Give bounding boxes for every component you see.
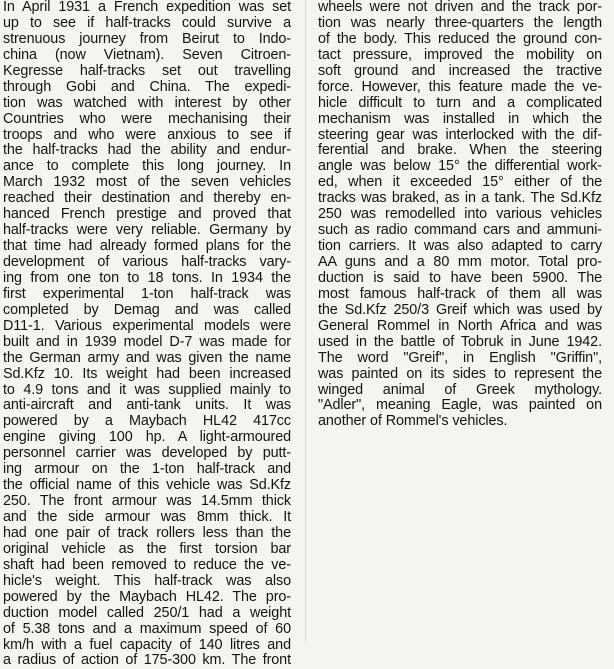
left-column-line: ing armour on the 1-ton half-track and — [3, 461, 291, 478]
right-column-line: winged animal of Greek mythology. — [318, 381, 602, 398]
left-column-line: duction model called 250/1 had a weight — [3, 604, 291, 621]
left-column-line: hicle's weight. This half-track was also — [3, 572, 291, 589]
right-column-line: duction is said to have been 5900. The — [318, 269, 602, 286]
left-column-line: half-tracks were very reliable. Germany by — [3, 222, 291, 239]
left-column-line: to 4.9 tons and it was supplied mainly to — [3, 381, 291, 398]
left-column-line: D11-1. Various experimental models were — [3, 317, 291, 334]
right-column-line: The word "Greif", in English "Griffin", — [318, 349, 602, 366]
right-column-line: AA guns and a 80 mm motor. Total pro- — [318, 254, 602, 270]
left-column-line: km/h with a fuel capacity of 140 litres and — [3, 636, 291, 653]
left-column-line: shaft had been removed to reduce the ve- — [3, 556, 291, 573]
left-column-line: through Gobi and China. The expedi- — [3, 78, 291, 95]
right-column-line: General Rommel in North Africa and was — [318, 317, 602, 334]
left-column-line: original vehicle as the first torsion bar — [3, 540, 291, 557]
right-column-line: tact pressure, improved the mobility on — [318, 46, 602, 63]
right-text-column — [318, 0, 602, 430]
left-column-line: and the side armour was 8mm thick. It — [3, 509, 291, 525]
right-column-line: such as radio command cars and ammuni- — [318, 222, 602, 239]
right-column-line: of the body. This reduced the ground con- — [318, 30, 602, 47]
right-column-line: used in the battle of Tobruk in June 1942. — [318, 333, 602, 350]
left-text-column — [3, 0, 291, 669]
left-column-line: strenuous journey from Beirut to Indo- — [3, 30, 291, 47]
left-column-line: powered by the Maybach HL42. The pro- — [3, 588, 291, 605]
right-column-line: hicle difficult to turn and a complicated — [318, 94, 602, 111]
right-column-line: the Sd.Kfz 250/3 Greif which was used by — [318, 301, 602, 318]
column-gutter — [305, 0, 306, 642]
left-column-line: anti-aircraft and anti-tank units. It was — [3, 397, 291, 414]
right-column-line: force. However, this feature made the ve- — [318, 78, 602, 95]
right-column-line: ferential and brake. When the steering — [318, 142, 602, 159]
left-column-line: tion was watched with interest by other — [3, 94, 291, 111]
left-column-line: completed by Demag and was called — [3, 301, 291, 318]
left-column-line: engine giving 100 hp. A light-armoured — [3, 429, 291, 446]
right-column-line: another of Rommel's vehicles. — [318, 413, 508, 430]
left-column-line: the German army and was given the name — [3, 349, 291, 366]
left-column-line: the official name of this vehicle was Sd.Kfz — [3, 477, 291, 494]
left-column-line: In April 1931 a French expedition was set — [3, 0, 291, 15]
left-column-line: personnel carrier was developed by putt- — [3, 445, 291, 462]
right-column-line: ed, when it exceeded 15° either of the — [318, 174, 602, 191]
left-column-line: that time had already formed plans for the — [3, 238, 291, 255]
left-column-line: March 1932 most of the seven vehicles — [3, 174, 291, 191]
right-column-line: wheels were not driven and the track por- — [318, 0, 602, 15]
left-column-line: powered by a Maybach HL42 417cc — [3, 413, 291, 430]
left-column-line: first experimental 1-ton half-track was — [3, 285, 291, 302]
left-column-line: ance to complete this long journey. In — [3, 158, 291, 175]
left-column-line: china (now Vietnam). Seven Citroen- — [3, 46, 291, 63]
right-column-line: tracks was braked, as in a tank. The Sd.Kfz — [318, 190, 602, 207]
right-column-line: most famous half-track of them all was — [318, 285, 602, 302]
left-column-line: Sd.Kfz 10. Its weight had been increased — [3, 365, 291, 382]
right-column-line: was painted on its sides to represent the — [318, 365, 602, 382]
left-column-line: troops and who were anxious to see if — [3, 126, 291, 143]
left-column-line: built and in 1939 model D-7 was made for — [3, 333, 291, 350]
right-column-line: mechanism was installed in which the — [318, 110, 602, 127]
left-column-line: had one pair of track rollers less than the — [3, 524, 291, 541]
left-column-line: development of various half-tracks vary- — [3, 254, 291, 270]
right-column-line: tion carriers. It was also adapted to carry — [318, 238, 602, 255]
left-column-line: the half-tracks had the ability and endur- — [3, 142, 291, 159]
left-column-line: reached their destination and thereby en- — [3, 190, 291, 207]
left-column-line: up to see if half-tracks could survive a — [3, 14, 291, 31]
right-column-line: steering gear was interlocked with the dif- — [318, 126, 602, 143]
right-column-line: "Adler", meaning Eagle, was painted on — [318, 397, 602, 414]
left-column-line: a radius of action of 175-300 km. The front — [3, 652, 291, 669]
left-column-line: hanced French prestige and proved that — [3, 206, 291, 223]
left-column-line: Countries who were mechanising their — [3, 110, 291, 127]
right-column-line: tion was nearly three-quarters the length — [318, 14, 602, 31]
left-column-line: 250. The front armour was 14.5mm thick — [3, 493, 291, 510]
left-column-line: of 5.38 tons and a maximum speed of 60 — [3, 620, 291, 637]
right-column-line: 250 was remodelled into various vehicles — [318, 206, 602, 223]
right-column-line: angle was below 15° the differential work- — [318, 158, 602, 175]
right-column-line: soft ground and increased the tractive — [318, 62, 602, 79]
left-column-line: ing from one ton to 18 tons. In 1934 the — [3, 269, 291, 286]
left-column-line: Kegresse half-tracks set out travelling — [3, 62, 291, 79]
